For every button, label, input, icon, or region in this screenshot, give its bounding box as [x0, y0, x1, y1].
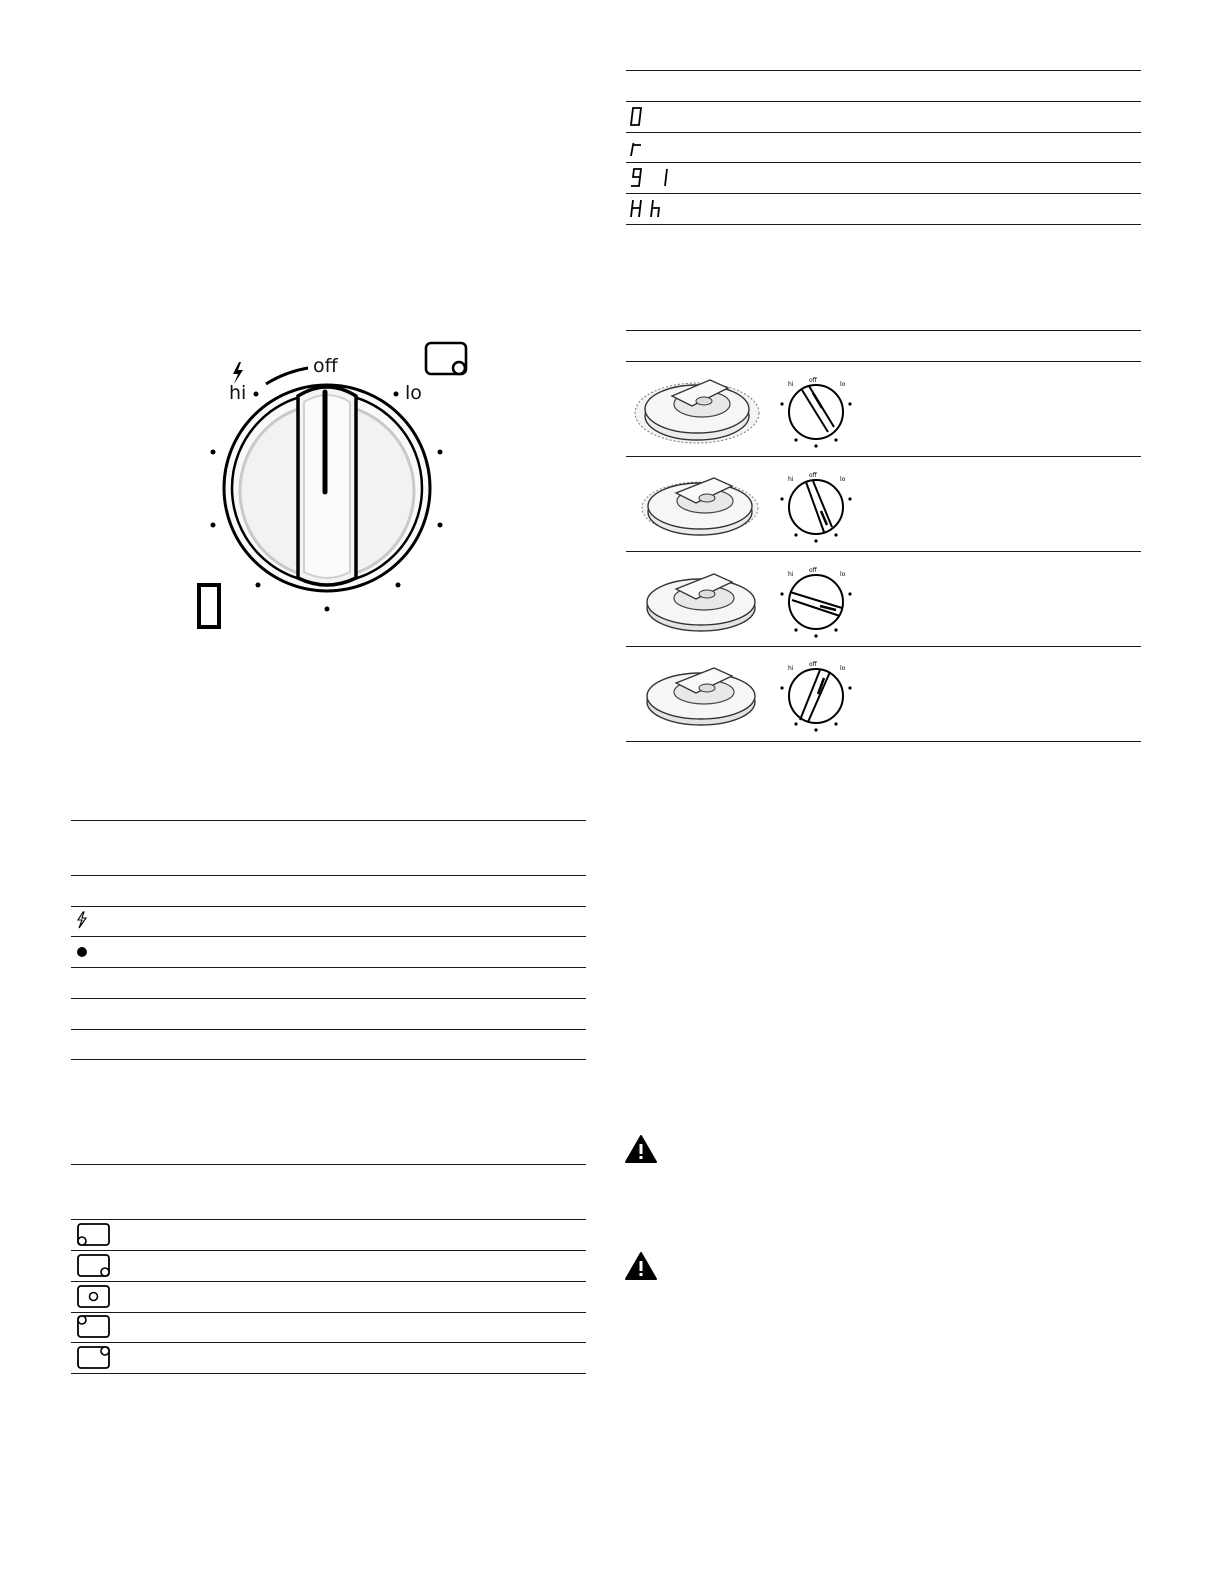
display-code-0 — [628, 106, 688, 128]
svg-text:lo: lo — [840, 476, 846, 483]
svg-text:hi: hi — [788, 665, 794, 672]
svg-text:off: off — [809, 661, 817, 668]
burner-position-icon — [426, 343, 466, 374]
seven-segment-zero — [199, 585, 219, 627]
knob-low — [776, 562, 856, 642]
center-burner-icon — [76, 1284, 112, 1310]
svg-text:off: off — [809, 567, 817, 574]
dot-icon — [76, 945, 90, 959]
back-right-burner-icon — [76, 1253, 112, 1279]
svg-text:lo: lo — [840, 665, 846, 672]
warning-triangle-icon — [624, 1251, 658, 1281]
low-flame-burner — [642, 562, 760, 640]
front-left-burner-icon — [76, 1222, 112, 1248]
bolt-icon — [233, 362, 243, 384]
off-burner — [642, 656, 760, 734]
display-code-r — [628, 137, 688, 159]
svg-text:lo: lo — [840, 381, 846, 388]
display-code-h-h — [628, 198, 688, 220]
display-code-9-1 — [628, 167, 688, 189]
bolt-icon — [76, 911, 88, 929]
knob-label-hi: hi — [229, 382, 247, 404]
svg-text:off: off — [809, 472, 817, 479]
knob-medium — [776, 467, 856, 547]
svg-text:hi: hi — [788, 381, 794, 388]
knob-label-lo: lo — [405, 382, 422, 404]
front-right-burner-icon — [76, 1345, 112, 1371]
knob-off — [776, 656, 856, 736]
large-flame-burner — [632, 366, 762, 452]
knob-label-off: off — [313, 355, 338, 377]
medium-flame-burner — [638, 466, 762, 546]
back-left-burner-icon — [76, 1314, 112, 1340]
knob-hi — [776, 372, 856, 452]
svg-text:hi: hi — [788, 476, 794, 483]
svg-text:off: off — [809, 377, 817, 384]
svg-text:hi: hi — [788, 571, 794, 578]
warning-triangle-icon — [624, 1134, 658, 1164]
svg-text:lo: lo — [840, 571, 846, 578]
